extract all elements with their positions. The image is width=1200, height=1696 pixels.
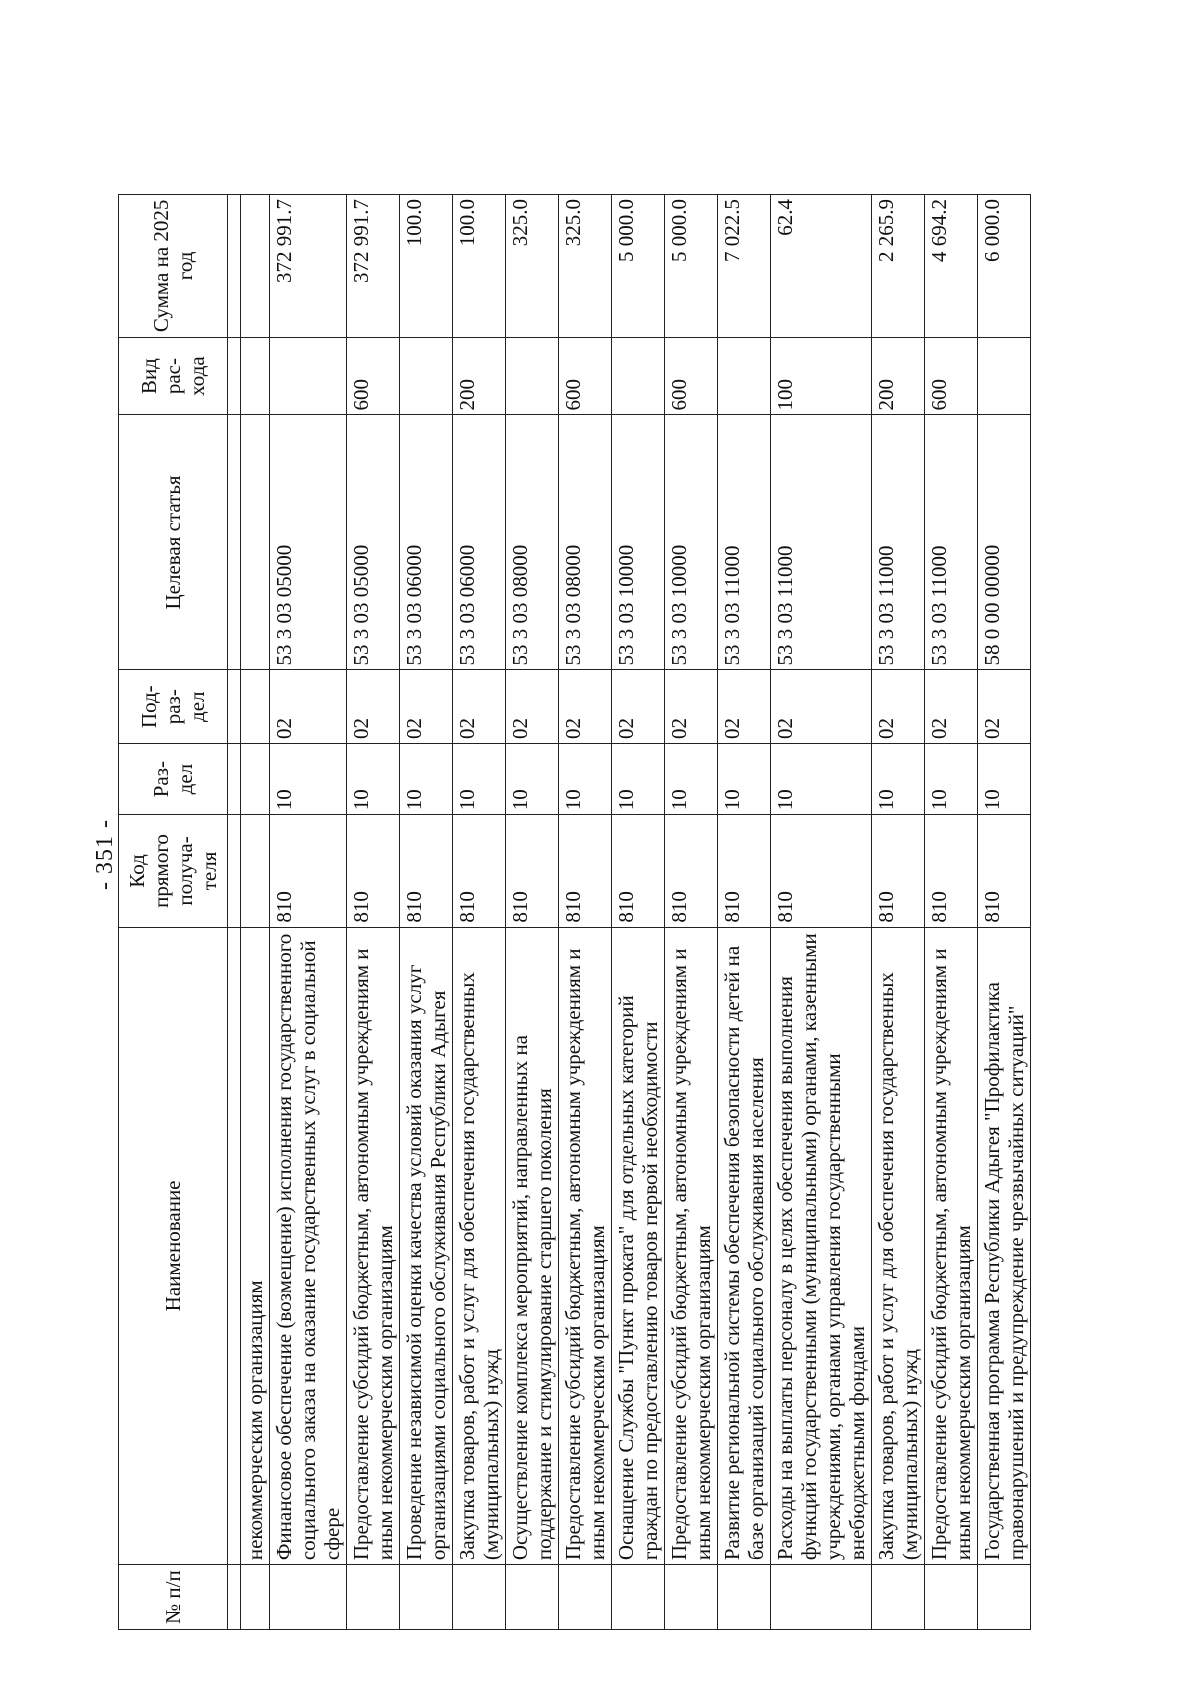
cell-sum: 7 022.5 [718, 195, 771, 338]
cell-section: 10 [771, 743, 872, 814]
cell-section: 10 [925, 743, 978, 814]
cell-sum: 62.4 [771, 195, 872, 338]
table-row [453, 195, 506, 1630]
header-subsection: Под-раз-дел [119, 670, 228, 743]
cell-expense: 600 [347, 337, 400, 415]
cell-expense [718, 337, 771, 415]
cell-target: 53 3 03 11000 [718, 415, 771, 670]
cell-section: 10 [978, 743, 1031, 814]
cell-expense [400, 337, 453, 415]
cell-section: 10 [718, 743, 771, 814]
cell-expense: 200 [453, 337, 506, 415]
cell-sum: 372 991.7 [270, 195, 347, 338]
cell-target: 53 3 03 11000 [925, 415, 978, 670]
header-no: № п/п [119, 1565, 228, 1630]
cell-name: некоммерческим организациям [241, 927, 270, 1565]
cell-section: 10 [559, 743, 612, 814]
cell-name: Расходы на выплаты персоналу в целях обеспечения выполнения функций государственными (муниципальными) органами, казенными учреждениями, органами управления государственными внебюджетными фондами [771, 927, 872, 1565]
cell-name: Предоставление субсидий бюджетным, автономным учреждениям и иным некоммерческим организациям [559, 927, 612, 1565]
cell-subsection: 02 [872, 670, 925, 743]
cell-section [241, 743, 270, 814]
cell-expense [978, 337, 1031, 415]
cell-target: 53 3 03 06000 [453, 415, 506, 670]
cell-sum: 100.0 [400, 195, 453, 338]
cell-no [925, 1565, 978, 1630]
header-target: Целевая статья [119, 415, 228, 670]
cell-name: Закупка товаров, работ и услуг для обеспечения государственных (муниципальных) нужд [872, 927, 925, 1565]
cell-name: Закупка товаров, работ и услуг для обеспечения государственных (муниципальных) нужд [453, 927, 506, 1565]
cell-recipient: 810 [506, 815, 559, 927]
cell-no [872, 1565, 925, 1630]
cell-recipient: 810 [978, 815, 1031, 927]
cell-subsection: 02 [925, 670, 978, 743]
cell-section: 10 [665, 743, 718, 814]
cell-subsection: 02 [453, 670, 506, 743]
table-row [241, 195, 270, 1630]
cell-name: Развитие региональной системы обеспечения безопасности детей на базе организаций социального обслуживания населения [718, 927, 771, 1565]
cell-recipient: 810 [400, 815, 453, 927]
cell-sum: 372 991.7 [347, 195, 400, 338]
cell-expense [506, 337, 559, 415]
cell-no [978, 1565, 1031, 1630]
cell-sum: 325.0 [559, 195, 612, 338]
header-expense: Вид рас-хода [119, 337, 228, 415]
cell-subsection: 02 [559, 670, 612, 743]
cell-target: 53 3 03 05000 [270, 415, 347, 670]
cell-target: 53 3 03 08000 [559, 415, 612, 670]
table-row [978, 195, 1031, 1630]
cell-sum: 4 694.2 [925, 195, 978, 338]
cell-subsection: 02 [506, 670, 559, 743]
cell-sum: 2 265.9 [872, 195, 925, 338]
cell-name: Предоставление субсидий бюджетным, автономным учреждениям и иным некоммерческим организациям [347, 927, 400, 1565]
cell-section: 10 [506, 743, 559, 814]
table-spacer-row [228, 195, 241, 1630]
cell-recipient: 810 [347, 815, 400, 927]
cell-subsection [241, 670, 270, 743]
cell-name: Оснащение Службы "Пункт проката" для отдельных категорий граждан по предоставлению товаров первой необходимости [612, 927, 665, 1565]
cell-target: 53 3 03 11000 [771, 415, 872, 670]
cell-no [270, 1565, 347, 1630]
cell-recipient: 810 [612, 815, 665, 927]
cell-subsection: 02 [347, 670, 400, 743]
cell-target: 53 3 03 08000 [506, 415, 559, 670]
cell-recipient: 810 [718, 815, 771, 927]
cell-target: 53 3 03 06000 [400, 415, 453, 670]
cell-target: 53 3 03 11000 [872, 415, 925, 670]
cell-section: 10 [347, 743, 400, 814]
cell-name: Государственная программа Республики Адыгея "Профилактика правонарушений и предупреждение чрезвычайных ситуаций" [978, 927, 1031, 1565]
cell-no [506, 1565, 559, 1630]
table-row [771, 195, 872, 1630]
table-row [347, 195, 400, 1630]
cell-name: Финансовое обеспечение (возмещение) исполнения государственного социального заказа на оказание государственных услуг в социальной сфере [270, 927, 347, 1565]
table-header-row [119, 195, 228, 1630]
cell-subsection: 02 [771, 670, 872, 743]
cell-subsection: 02 [270, 670, 347, 743]
header-sum: Сумма на 2025 год [119, 195, 228, 338]
table-row [270, 195, 347, 1630]
cell-no [400, 1565, 453, 1630]
cell-no [453, 1565, 506, 1630]
table-row [400, 195, 453, 1630]
cell-sum: 325.0 [506, 195, 559, 338]
cell-sum: 100.0 [453, 195, 506, 338]
cell-recipient [241, 815, 270, 927]
table-row [925, 195, 978, 1630]
cell-no [665, 1565, 718, 1630]
cell-recipient: 810 [665, 815, 718, 927]
cell-expense: 200 [872, 337, 925, 415]
cell-recipient: 810 [453, 815, 506, 927]
cell-no [718, 1565, 771, 1630]
table-row [506, 195, 559, 1630]
header-section: Раз-дел [119, 743, 228, 814]
cell-recipient: 810 [925, 815, 978, 927]
header-name: Наименование [119, 927, 228, 1565]
cell-expense [241, 337, 270, 415]
cell-subsection: 02 [978, 670, 1031, 743]
table-row [718, 195, 771, 1630]
cell-section: 10 [453, 743, 506, 814]
cell-no [612, 1565, 665, 1630]
cell-subsection: 02 [612, 670, 665, 743]
cell-no [559, 1565, 612, 1630]
cell-no [347, 1565, 400, 1630]
cell-expense: 100 [771, 337, 872, 415]
cell-expense [270, 337, 347, 415]
cell-name: Предоставление субсидий бюджетным, автономным учреждениям и иным некоммерческим организациям [925, 927, 978, 1565]
cell-recipient: 810 [771, 815, 872, 927]
cell-expense: 600 [559, 337, 612, 415]
budget-table [118, 194, 1031, 1630]
cell-target: 53 3 03 05000 [347, 415, 400, 670]
cell-target [241, 415, 270, 670]
table-row [612, 195, 665, 1630]
cell-target: 53 3 03 10000 [665, 415, 718, 670]
cell-expense: 600 [665, 337, 718, 415]
cell-expense: 600 [925, 337, 978, 415]
cell-no [241, 1565, 270, 1630]
cell-recipient: 810 [559, 815, 612, 927]
cell-sum: 6 000.0 [978, 195, 1031, 338]
cell-sum [241, 195, 270, 338]
cell-section: 10 [400, 743, 453, 814]
cell-sum: 5 000.0 [665, 195, 718, 338]
page-number: - 351 - [92, 819, 118, 890]
cell-target: 58 0 00 00000 [978, 415, 1031, 670]
cell-section: 10 [612, 743, 665, 814]
table-row [665, 195, 718, 1630]
cell-subsection: 02 [665, 670, 718, 743]
cell-section: 10 [270, 743, 347, 814]
cell-name: Проведение независимой оценки качества условий оказания услуг организациями социального обслуживания Республики Адыгея [400, 927, 453, 1565]
cell-recipient: 810 [270, 815, 347, 927]
table-row [872, 195, 925, 1630]
table-row [559, 195, 612, 1630]
cell-recipient: 810 [872, 815, 925, 927]
cell-expense [612, 337, 665, 415]
cell-name: Осуществление комплекса мероприятий, направленных на поддержание и стимулирование старшего поколения [506, 927, 559, 1565]
cell-subsection: 02 [718, 670, 771, 743]
cell-target: 53 3 03 10000 [612, 415, 665, 670]
cell-subsection: 02 [400, 670, 453, 743]
cell-section: 10 [872, 743, 925, 814]
cell-name: Предоставление субсидий бюджетным, автономным учреждениям и иным некоммерческим организациям [665, 927, 718, 1565]
cell-sum: 5 000.0 [612, 195, 665, 338]
header-recipient: Код прямого получа-теля [119, 815, 228, 927]
cell-no [771, 1565, 872, 1630]
